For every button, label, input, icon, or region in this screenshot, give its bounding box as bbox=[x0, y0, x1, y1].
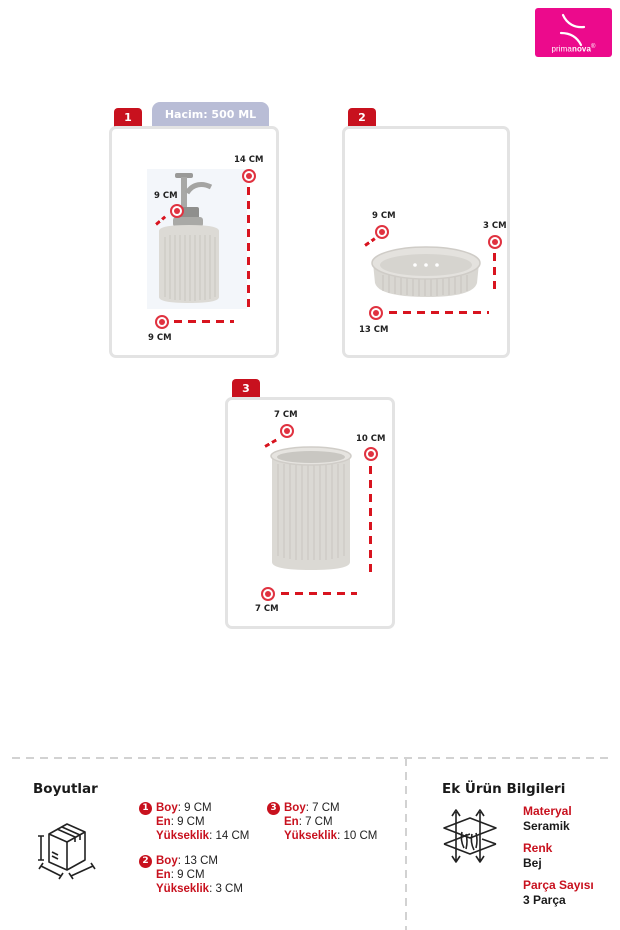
dimension-number-2: 2 bbox=[139, 855, 152, 868]
product-card-toothbrush-holder bbox=[225, 397, 395, 629]
height-marker-dot bbox=[488, 235, 502, 249]
dimension-block-1: Boy: 9 CM En: 9 CM Yükseklik: 14 CM bbox=[156, 802, 250, 842]
color-label: Renk bbox=[523, 841, 553, 855]
dimension-number-3: 3 bbox=[267, 802, 280, 815]
height-dashed-line bbox=[247, 187, 250, 307]
product-number-badge: 1 bbox=[114, 108, 142, 127]
material-label: Materyal bbox=[523, 804, 572, 818]
brand-logo bbox=[535, 8, 612, 57]
extra-info-list bbox=[523, 804, 594, 915]
width-label: 9 CM bbox=[148, 333, 172, 343]
height-marker-dot bbox=[242, 169, 256, 183]
width-label: 13 CM bbox=[359, 325, 389, 335]
product-number-badge: 3 bbox=[232, 379, 260, 398]
depth-marker-dot bbox=[280, 424, 294, 438]
product-card-soap-dish bbox=[342, 126, 510, 358]
section-divider-vertical bbox=[405, 758, 407, 930]
width-dashed-line bbox=[389, 311, 489, 314]
width-dashed-line bbox=[174, 320, 234, 323]
height-marker-dot bbox=[364, 447, 378, 461]
width-marker-dot bbox=[261, 587, 275, 601]
brand-wordmark: primanova® bbox=[551, 44, 596, 54]
width-label: 7 CM bbox=[255, 604, 279, 614]
toothbrush-holder-image bbox=[268, 444, 354, 572]
width-marker-dot bbox=[369, 306, 383, 320]
extra-info-title: Ek Ürün Bilgileri bbox=[442, 781, 566, 797]
dimension-block-3: Boy: 7 CM En: 7 CM Yükseklik: 10 CM bbox=[284, 802, 378, 842]
soap-dispenser-image bbox=[147, 169, 247, 309]
material-layers-icon bbox=[440, 806, 500, 866]
depth-marker-dot bbox=[375, 225, 389, 239]
material-value: Seramik bbox=[523, 819, 570, 833]
product-card-soap-dispenser bbox=[109, 126, 279, 358]
height-label: 10 CM bbox=[356, 434, 386, 444]
dimensions-title: Boyutlar bbox=[33, 781, 98, 797]
height-dashed-line bbox=[369, 466, 372, 578]
depth-marker-dot bbox=[170, 204, 184, 218]
color-value: Bej bbox=[523, 856, 542, 870]
box-dimensions-icon bbox=[33, 820, 103, 884]
depth-label: 9 CM bbox=[154, 191, 178, 201]
capacity-tab: Hacim: 500 ML bbox=[152, 102, 269, 127]
piece-count-label: Parça Sayısı bbox=[523, 878, 594, 892]
width-marker-dot bbox=[155, 315, 169, 329]
dimension-block-2: Boy: 13 CM En: 9 CM Yükseklik: 3 CM bbox=[156, 855, 243, 895]
height-label: 3 CM bbox=[483, 221, 507, 231]
product-number-badge: 2 bbox=[348, 108, 376, 127]
section-divider-horizontal bbox=[12, 757, 610, 759]
soap-dish-image bbox=[369, 241, 481, 301]
depth-label: 9 CM bbox=[372, 211, 396, 221]
width-dashed-line bbox=[281, 592, 357, 595]
height-label: 14 CM bbox=[234, 155, 264, 165]
height-dashed-line bbox=[493, 253, 496, 293]
dimension-number-1: 1 bbox=[139, 802, 152, 815]
depth-label: 7 CM bbox=[274, 410, 298, 420]
piece-count-value: 3 Parça bbox=[523, 893, 566, 907]
